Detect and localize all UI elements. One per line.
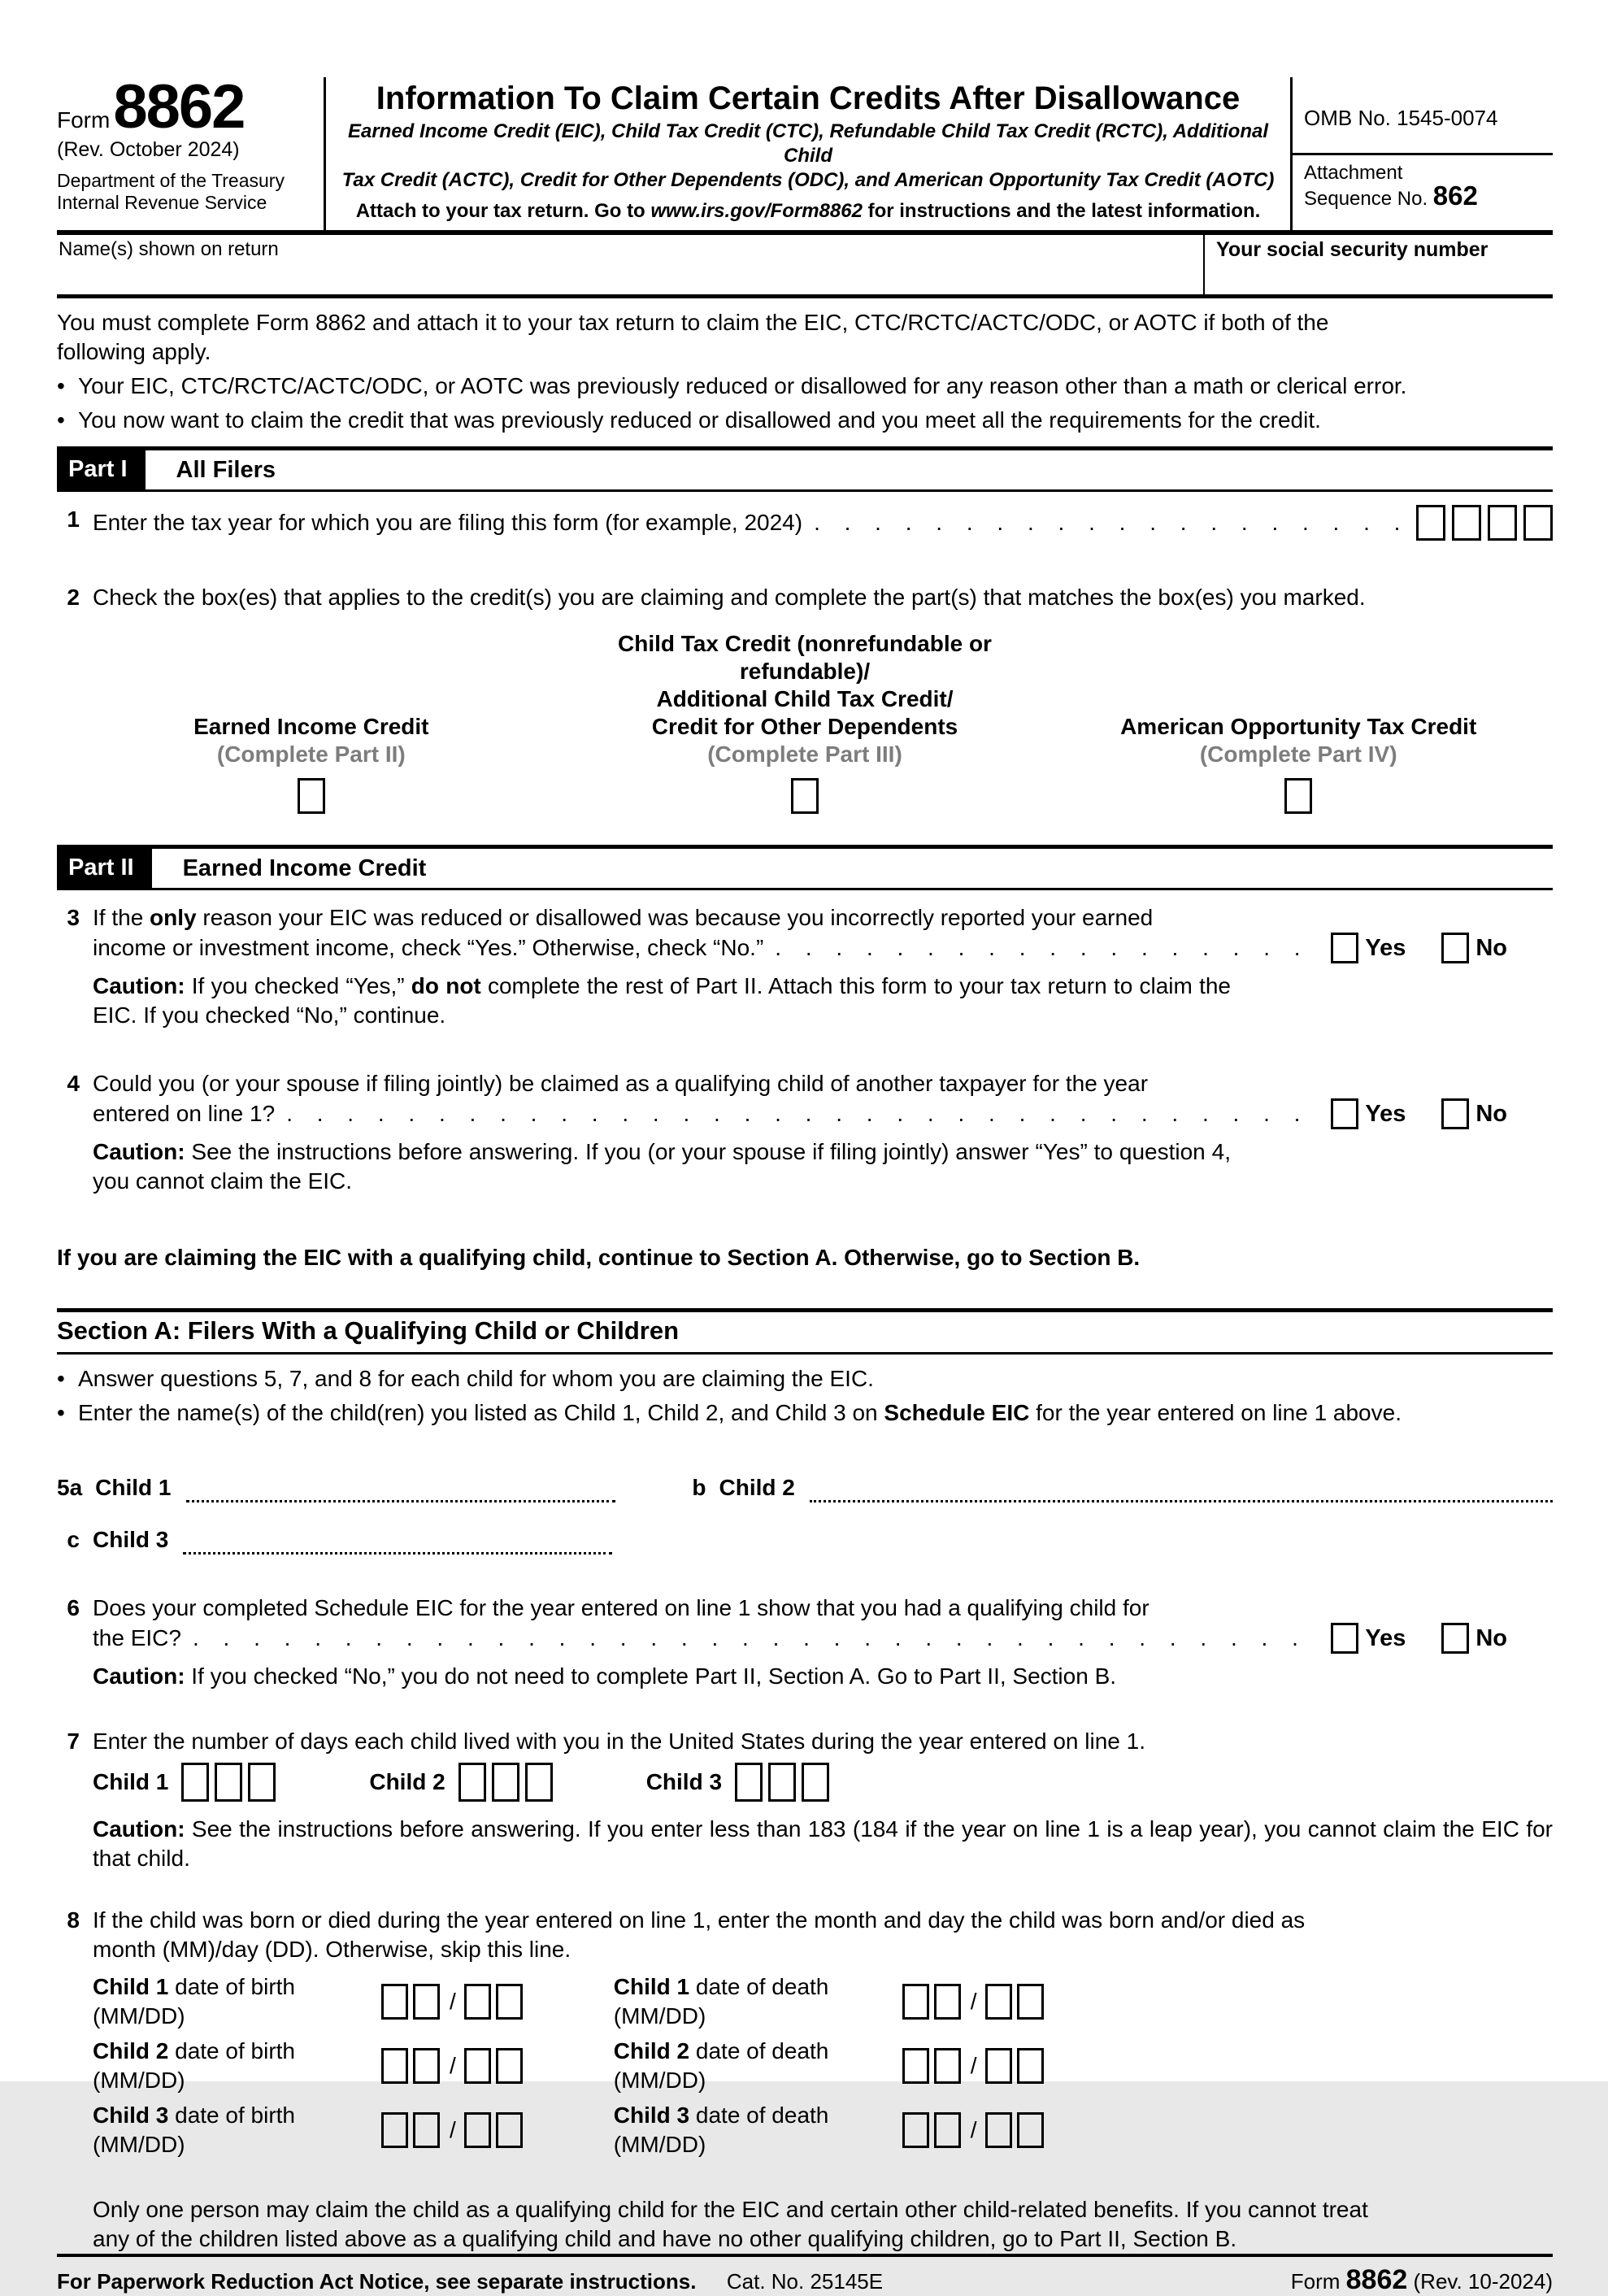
ssn-field[interactable] bbox=[1205, 235, 1553, 294]
intro-block bbox=[57, 308, 1553, 435]
dept-treasury: Department of the Treasury bbox=[57, 170, 285, 191]
ctc-heading-line-1: Child Tax Credit (nonrefundable or refundable)/ bbox=[618, 631, 992, 684]
page-title: Information To Claim Certain Credits After Disallowance bbox=[376, 80, 1241, 116]
part2-header bbox=[57, 845, 1553, 890]
q4-yes-checkbox[interactable] bbox=[1331, 1098, 1358, 1129]
intro-line-2: following apply. bbox=[57, 339, 211, 364]
sequence-number: 862 bbox=[1432, 180, 1478, 211]
line-2-text: Check the box(es) that applies to the credit(s) you are claiming and complete the part(s) that matches the box(es) you marked. bbox=[93, 585, 1366, 610]
question-8-note: Only one person may claim the child as a qualifying child for the EIC and certain other child-related benefits. If you cannot treat any of the children listed above as a qualifying child and have no other qualifying children, go to Part II, Section B. bbox=[93, 2197, 1368, 2251]
digit-box[interactable] bbox=[802, 1763, 829, 1802]
digit-box[interactable] bbox=[248, 1763, 276, 1802]
part1-title: All Filers bbox=[176, 457, 276, 483]
digit-box[interactable] bbox=[1017, 2048, 1044, 2084]
tax-year-digit-box[interactable] bbox=[1523, 505, 1553, 541]
child-3-label: Child 3 bbox=[645, 1769, 723, 1794]
child-2-name-input[interactable] bbox=[810, 1475, 1553, 1502]
days-boxes-row bbox=[93, 1763, 1553, 1802]
bullet-icon: • bbox=[57, 407, 65, 433]
line-5b-number: b bbox=[692, 1475, 706, 1500]
credit-col-aotc bbox=[1044, 630, 1553, 814]
ctc-sub: (Complete Part III) bbox=[707, 741, 902, 767]
digit-box[interactable] bbox=[413, 2048, 440, 2084]
question-7-text: Enter the number of days each child lived with you in the United States during the year entered on line 1. bbox=[93, 1729, 1145, 1754]
question-3-text-line-2: income or investment income, check “Yes.” Otherwise, check “No.” bbox=[93, 935, 764, 960]
child-3-name-input[interactable] bbox=[183, 1527, 612, 1555]
question-7 bbox=[57, 1727, 1553, 1873]
tax-year-digit-box[interactable] bbox=[1488, 505, 1517, 541]
child-1-label: Child 1 bbox=[95, 1475, 172, 1500]
q3-no-label: No bbox=[1475, 935, 1507, 961]
digit-box[interactable] bbox=[934, 2112, 961, 2148]
digit-box[interactable] bbox=[768, 1763, 796, 1802]
line-1-number: 1 bbox=[67, 507, 80, 532]
form-header bbox=[57, 72, 1553, 235]
digit-box[interactable] bbox=[525, 1763, 553, 1802]
digit-box[interactable] bbox=[985, 1984, 1012, 2020]
q3-yes-checkbox[interactable] bbox=[1331, 933, 1358, 963]
digit-box[interactable] bbox=[181, 1763, 209, 1802]
name-label: Name(s) shown on return bbox=[59, 238, 279, 260]
digit-box[interactable] bbox=[492, 1763, 519, 1802]
question-3-number: 3 bbox=[67, 905, 80, 930]
aotc-sub: (Complete Part IV) bbox=[1199, 741, 1397, 767]
bullet-icon: • bbox=[57, 1400, 65, 1425]
q4-no-label: No bbox=[1475, 1101, 1507, 1127]
digit-box[interactable] bbox=[934, 2048, 961, 2084]
q6-no-checkbox[interactable] bbox=[1441, 1623, 1469, 1654]
section-a-header: Section A: Filers With a Qualifying Child or Children bbox=[57, 1308, 1553, 1355]
child-3-days-boxes bbox=[735, 1763, 835, 1802]
line-5c bbox=[57, 1525, 1553, 1555]
digit-box[interactable] bbox=[902, 1984, 929, 2020]
eic-continue-note: If you are claiming the EIC with a qualifying child, continue to Section A. Otherwise, go to Section B. bbox=[57, 1245, 1141, 1270]
q6-yes-checkbox[interactable] bbox=[1331, 1623, 1358, 1654]
child-1-dates-row bbox=[93, 1972, 1553, 2031]
paperwork-notice: For Paperwork Reduction Act Notice, see separate instructions. bbox=[57, 2269, 697, 2294]
digit-box[interactable] bbox=[934, 1984, 961, 2020]
dot-leader bbox=[814, 508, 1402, 537]
page-footer bbox=[57, 2254, 1553, 2296]
ctc-heading-line-3: Credit for Other Dependents bbox=[651, 714, 958, 739]
eic-checkbox[interactable] bbox=[298, 778, 325, 814]
child-2-label: Child 2 bbox=[719, 1475, 795, 1500]
credit-col-eic bbox=[57, 630, 566, 814]
dot-leader bbox=[193, 1624, 1323, 1653]
digit-box[interactable] bbox=[1017, 2112, 1044, 2148]
attachment-word: Attachment bbox=[1304, 162, 1403, 184]
digit-box[interactable] bbox=[735, 1763, 763, 1802]
question-4 bbox=[57, 1069, 1553, 1196]
child-2-death-group: Child 2 date of death (MM/DD) / bbox=[614, 2037, 1049, 2095]
child-3-label: Child 3 bbox=[93, 1527, 169, 1552]
child-1-birth-group: Child 1 date of birth (MM/DD) / bbox=[93, 1972, 528, 2031]
dot-leader bbox=[286, 1099, 1323, 1128]
aotc-heading: American Opportunity Tax Credit bbox=[1120, 714, 1477, 739]
digit-box[interactable] bbox=[496, 2112, 523, 2148]
question-6 bbox=[57, 1594, 1553, 1691]
q3-yes-label: Yes bbox=[1365, 935, 1406, 961]
credit-selection bbox=[57, 630, 1553, 814]
child-3-death-group: Child 3 date of death (MM/DD) / bbox=[614, 2101, 1049, 2159]
digit-box[interactable] bbox=[464, 2112, 491, 2148]
omb-block bbox=[1293, 77, 1553, 230]
irs-url: www.irs.gov/Form8862 bbox=[650, 200, 863, 222]
child-2-dates-row bbox=[93, 2037, 1553, 2095]
question-8-number: 8 bbox=[67, 1907, 80, 1933]
form-title-block bbox=[326, 77, 1293, 230]
digit-box[interactable] bbox=[381, 2112, 408, 2148]
attach-instruction: Attach to your tax return. Go to www.irs.gov/Form8862 for instructions and the latest information. bbox=[355, 200, 1261, 222]
question-6-text-line-1: Does your completed Schedule EIC for the year entered on line 1 show that you had a qualifying child for bbox=[93, 1595, 1150, 1620]
question-3-text-line-1: If the only reason your EIC was reduced or disallowed was because you incorrectly reported your earned bbox=[93, 905, 1154, 930]
digit-box[interactable] bbox=[1017, 1984, 1044, 2020]
question-3-caution: Caution: If you checked “Yes,” do not complete the rest of Part II. Attach this form to your tax return to claim the EIC. If you checked “No,” continue. bbox=[93, 973, 1231, 1028]
question-6-text-line-2: the EIC? bbox=[93, 1625, 181, 1650]
digit-box[interactable] bbox=[413, 2112, 440, 2148]
child-1-name-input[interactable] bbox=[186, 1475, 615, 1502]
digit-box[interactable] bbox=[215, 1763, 242, 1802]
digit-box[interactable] bbox=[381, 1984, 408, 2020]
part2-title: Earned Income Credit bbox=[182, 855, 427, 881]
intro-line-1: You must complete Form 8862 and attach it to your tax return to claim the EIC, CTC/RCTC/ACTC/ODC, or AOTC if both of the bbox=[57, 310, 1329, 335]
form-number: 8862 bbox=[113, 72, 245, 141]
q4-no-checkbox[interactable] bbox=[1441, 1098, 1469, 1129]
form-revision: (Rev. October 2024) bbox=[57, 138, 240, 161]
tax-year-digit-box[interactable] bbox=[1416, 505, 1445, 541]
q4-yes-label: Yes bbox=[1365, 1101, 1406, 1127]
child-3-dates-row bbox=[93, 2101, 1553, 2159]
eic-heading: Earned Income Credit bbox=[193, 714, 429, 739]
form-id-block bbox=[57, 72, 326, 230]
intro-bullet-1: • Your EIC, CTC/RCTC/ACTC/ODC, or AOTC was previously reduced or disallowed for any reason other than a math or clerical error. bbox=[57, 372, 1553, 401]
line-1 bbox=[57, 505, 1553, 541]
child-1-label: Child 1 bbox=[93, 1769, 169, 1794]
line-2-number: 2 bbox=[67, 585, 80, 610]
digit-box[interactable] bbox=[464, 2048, 491, 2084]
digit-box[interactable] bbox=[496, 2048, 523, 2084]
dept-irs: Internal Revenue Service bbox=[57, 192, 267, 213]
question-8-text-line-1: If the child was born or died during the year entered on line 1, enter the month and day the child was born and/or died as bbox=[93, 1907, 1306, 1933]
omb-number: OMB No. 1545-0074 bbox=[1293, 77, 1553, 155]
sequence-label: Sequence No. bbox=[1304, 188, 1433, 210]
child-2-birth-group: Child 2 date of birth (MM/DD) / bbox=[93, 2037, 528, 2095]
taxpayer-info-row bbox=[57, 235, 1553, 298]
question-4-number: 4 bbox=[67, 1071, 80, 1096]
subtitle-line-2: Tax Credit (ACTC), Credit for Other Dependents (ODC), and American Opportunity Tax Credit (AOTC) bbox=[341, 169, 1275, 191]
line-5a bbox=[57, 1473, 1553, 1502]
digit-box[interactable] bbox=[464, 1984, 491, 2020]
digit-box[interactable] bbox=[902, 2112, 929, 2148]
bullet-icon: • bbox=[57, 373, 65, 398]
aotc-checkbox[interactable] bbox=[1284, 778, 1312, 814]
section-a-bullet-2: • Enter the name(s) of the child(ren) you listed as Child 1, Child 2, and Child 3 on Schedule EIC for the year entered on line 1 above. bbox=[57, 1398, 1553, 1428]
q6-no-label: No bbox=[1475, 1625, 1507, 1651]
tax-year-boxes bbox=[1410, 505, 1553, 541]
form-word: Form bbox=[57, 107, 111, 133]
line-1-text: Enter the tax year for which you are filing this form (for example, 2024) bbox=[93, 510, 803, 535]
q6-yes-label: Yes bbox=[1365, 1625, 1406, 1651]
line-5a-number: 5a bbox=[57, 1475, 83, 1500]
child-3-birth-group: Child 3 date of birth (MM/DD) / bbox=[93, 2101, 528, 2159]
line-5c-number: c bbox=[67, 1527, 80, 1552]
question-7-number: 7 bbox=[67, 1729, 80, 1754]
digit-box[interactable] bbox=[381, 2048, 408, 2084]
ctc-heading-line-2: Additional Child Tax Credit/ bbox=[656, 686, 954, 711]
digit-box[interactable] bbox=[458, 1763, 486, 1802]
child-1-days-boxes bbox=[181, 1763, 281, 1802]
ctc-checkbox[interactable] bbox=[791, 778, 819, 814]
tax-year-digit-box[interactable] bbox=[1452, 505, 1481, 541]
question-8-text-line-2: month (MM)/day (DD). Otherwise, skip this line. bbox=[93, 1937, 571, 1962]
part1-label: Part I bbox=[57, 450, 146, 489]
question-6-caution: Caution: If you checked “No,” you do not need to complete Part II, Section A. Go to Part II, Section B. bbox=[93, 1663, 1117, 1689]
q3-no-checkbox[interactable] bbox=[1441, 933, 1469, 963]
question-4-text-line-1: Could you (or your spouse if filing jointly) be claimed as a qualifying child of another taxpayer for the year bbox=[93, 1071, 1149, 1096]
name-field[interactable] bbox=[57, 235, 1205, 294]
part1-header bbox=[57, 446, 1553, 492]
eic-sub: (Complete Part II) bbox=[216, 741, 406, 767]
question-3 bbox=[57, 903, 1553, 1030]
intro-bullet-2: • You now want to claim the credit that was previously reduced or disallowed and you meet all the requirements for the credit. bbox=[57, 406, 1553, 435]
child-2-days-boxes bbox=[458, 1763, 558, 1802]
section-a-bullet-1: • Answer questions 5, 7, and 8 for each child for whom you are claiming the EIC. bbox=[57, 1364, 1553, 1394]
child-2-label: Child 2 bbox=[369, 1769, 445, 1794]
credit-col-ctc bbox=[566, 630, 1045, 814]
part2-label: Part II bbox=[57, 849, 152, 888]
digit-box[interactable] bbox=[413, 1984, 440, 2020]
digit-box[interactable] bbox=[496, 1984, 523, 2020]
digit-box[interactable] bbox=[985, 2048, 1012, 2084]
question-4-caution: Caution: See the instructions before answering. If you (or your spouse if filing jointly) answer “Yes” to question 4, you cannot claim the EIC. bbox=[93, 1139, 1231, 1194]
digit-box[interactable] bbox=[985, 2112, 1012, 2148]
ssn-label: Your social security number bbox=[1216, 238, 1488, 261]
question-8 bbox=[57, 1906, 1553, 2254]
child-1-death-group: Child 1 date of death (MM/DD) / bbox=[614, 1972, 1049, 2031]
question-4-text-line-2: entered on line 1? bbox=[93, 1101, 276, 1126]
question-6-number: 6 bbox=[67, 1595, 80, 1620]
bullet-icon: • bbox=[57, 1366, 65, 1391]
catalog-number: Cat. No. 25145E bbox=[726, 2269, 884, 2294]
line-2 bbox=[57, 583, 1553, 612]
digit-box[interactable] bbox=[902, 2048, 929, 2084]
dot-leader bbox=[775, 933, 1323, 963]
question-7-caution: Caution: See the instructions before answering. If you enter less than 183 (184 if the year on line 1 is a leap year), you cannot claim the EIC for that child. bbox=[93, 1816, 1553, 1871]
subtitle-line-1: Earned Income Credit (EIC), Child Tax Credit (CTC), Refundable Child Tax Credit (RCTC), Additional Child bbox=[347, 120, 1269, 167]
footer-form-id: Form 8862 (Rev. 10-2024) bbox=[1290, 2264, 1553, 2295]
